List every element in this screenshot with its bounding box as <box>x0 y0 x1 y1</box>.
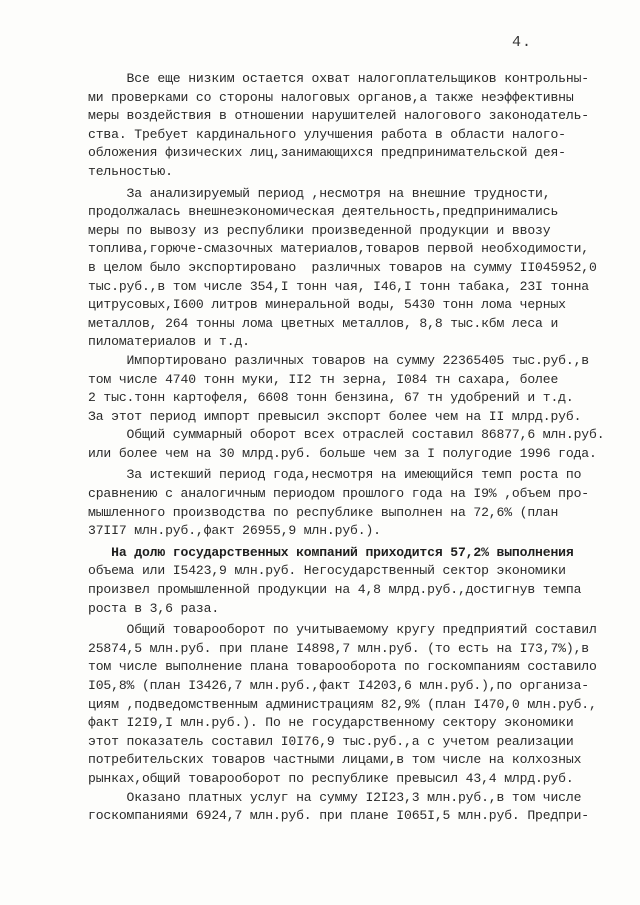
text-line: 2 тыс.тонн картофеля, 6608 тонн бензина, 67 тн удобрений и т.д. <box>88 390 574 406</box>
text-line: том числе выполнение плана товарооборота по госкомпаниям составило <box>88 659 597 675</box>
text-line: топлива,горюче-смазочных материалов,товаров первой необходимости, <box>88 241 589 257</box>
text-line: Импортировано различных товаров на сумму 22365405 тыс.руб.,в <box>88 352 589 368</box>
text-line: мышленного производства по республике выполнен на 72,6% (план <box>88 504 559 520</box>
text-line: 25874,5 млн.руб. при плане I4898,7 млн.руб. (то есть на I73,7%),в <box>88 640 589 656</box>
text-line: За этот период импорт превысил экспорт более чем на II млрд.руб. <box>88 408 582 424</box>
text-line: объема или I5423,9 млн.руб. Негосударственный сектор экономики <box>88 563 566 579</box>
text-line: ства. Требует кардинального улучшения работа в области налого- <box>88 126 566 142</box>
text-line: произвел промышленной продукции на 4,8 млрд.руб.,достигнув темпа <box>88 582 582 598</box>
text-line: тельностью. <box>88 163 173 179</box>
text-line: металлов, 264 тонны лома цветных металлов, 8,8 тыс.кбм леса и <box>88 315 559 331</box>
text-line: ми проверками со стороны налоговых органов,а также неэффективны <box>88 89 574 105</box>
text-line: меры по вывозу из республики произведенной продукции и ввозу <box>88 222 551 238</box>
text-line: цитрусовых,I600 литров минеральной воды, 5430 тонн лома черных <box>88 297 566 313</box>
text-line: в целом было экспортировано различных товаров на сумму II045952,0 <box>88 259 597 275</box>
text-line: Все еще низким остается охват налогоплательщиков контрольны- <box>88 71 589 86</box>
text-line: рынках,общий товарооборот по республике превысил 43,4 млрд.руб. <box>88 770 574 786</box>
text-line: госкомпаниями 6924,7 млн.руб. при плане I065I,5 млн.руб. Предпри- <box>88 808 589 824</box>
text-line: 37II7 млн.руб.,факт 26955,9 млн.руб.). <box>88 523 381 539</box>
document-body <box>88 70 608 826</box>
text-line: том числе 4740 тонн муки, II2 тн зерна, I084 тн сахара, более <box>88 371 559 387</box>
text-line: На долю государственных компаний приходится 57,2% выполнения <box>88 544 574 560</box>
text-line: пиломатериалов и т.д. <box>88 334 250 350</box>
text-line: тыс.руб.,в том числе 354,I тонн чая, I46,I тонн табака, 23I тонна <box>88 278 589 294</box>
page-number: 4. <box>512 34 533 51</box>
text-line: Общий суммарный оборот всех отраслей составил 86877,6 млн.руб. <box>88 427 605 443</box>
text-line: За анализируемый период ,несмотря на внешние трудности, <box>88 185 551 201</box>
text-line: I05,8% (план I3426,7 млн.руб.,факт I4203,6 млн.руб.),по организа- <box>88 678 589 693</box>
text-line: обложения физических лиц,занимающихся предпринимательской дея- <box>88 145 566 161</box>
text-line: факт I2I9,I млн.руб.). По не государственному сектору экономики <box>88 715 574 731</box>
text-line: продолжалась внешнеэкономическая деятельность,предпринимались <box>88 204 559 220</box>
text-line: сравнению с аналогичным периодом прошлого года на I9% ,объем про- <box>88 486 589 502</box>
text-line: Общий товарооборот по учитываемому кругу предприятий составил <box>88 622 597 638</box>
text-line: этот показатель составил I0I76,9 тыс.руб.,а с учетом реализации <box>88 733 574 749</box>
text-line: Оказано платных услуг на сумму I2I23,3 млн.руб.,в том числе <box>88 789 582 805</box>
text-line: или более чем на 30 млрд.руб. больше чем за I полугодие 1996 года. <box>88 445 597 461</box>
text-line: меры воздействия в отношении нарушителей налогового законодатель- <box>88 108 589 124</box>
text-line: роста в 3,6 раза. <box>88 600 220 616</box>
text-line: циям ,подведомственным администрациям 82,9% (план I470,0 млн.руб., <box>88 696 597 712</box>
text-line: потребительских товаров частными лицами,в том числе на колхозных <box>88 752 582 768</box>
text-line: За истекший период года,несмотря на имеющийся темп роста по <box>88 467 582 483</box>
